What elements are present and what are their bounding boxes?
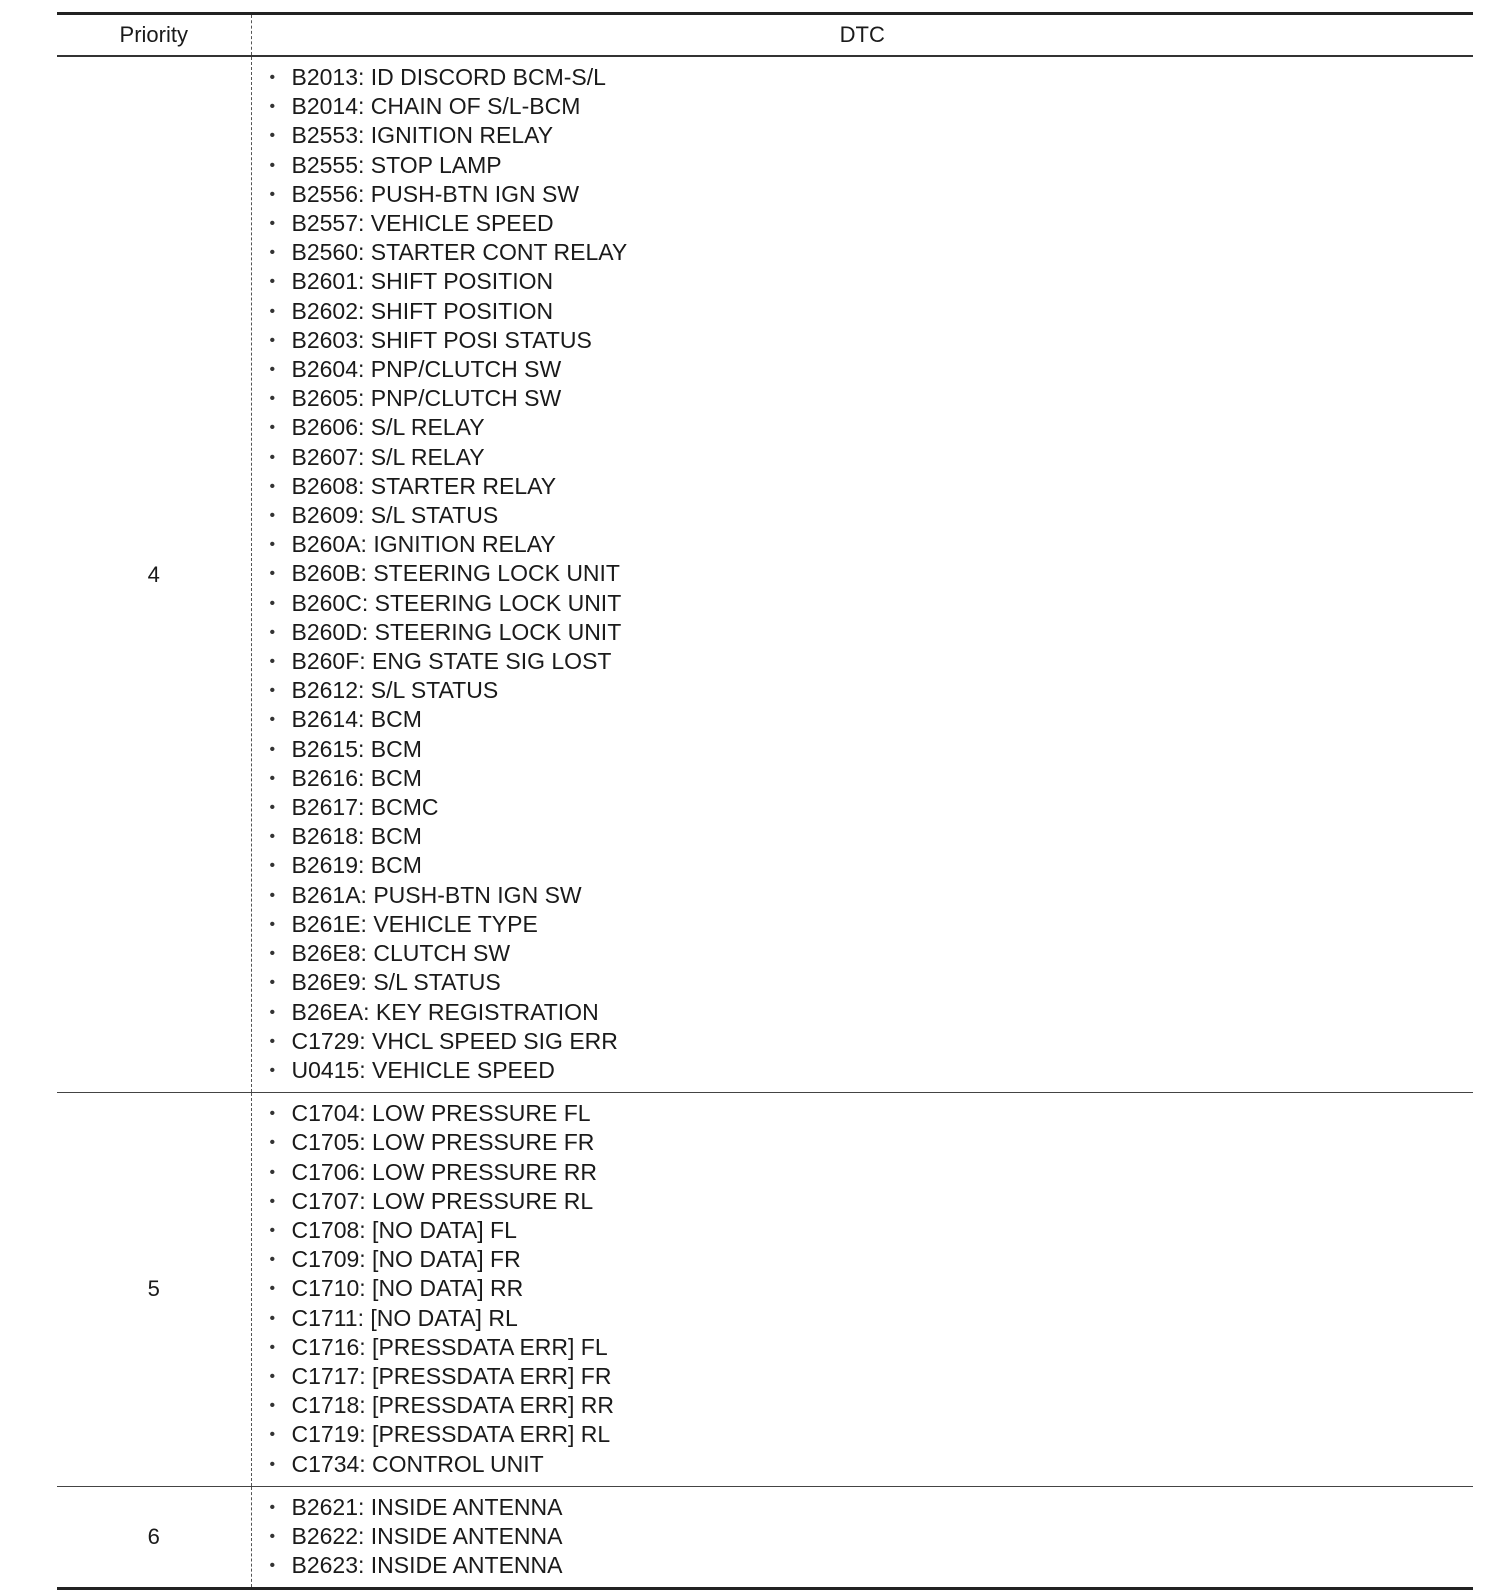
dtc-list-item: • C1729: VHCL SPEED SIG ERR	[270, 1027, 1474, 1056]
dtc-list-item: • B261A: PUSH-BTN IGN SW	[270, 881, 1474, 910]
dtc-list-item: • B2618: BCM	[270, 822, 1474, 851]
dtc-list-item: • B260F: ENG STATE SIG LOST	[270, 647, 1474, 676]
dtc-list	[252, 1093, 1474, 1486]
dtc-list-item: • B2617: BCMC	[270, 793, 1474, 822]
dtc-list-item: • B2560: STARTER CONT RELAY	[270, 238, 1474, 267]
dtc-list-item: • B261E: VEHICLE TYPE	[270, 910, 1474, 939]
dtc-list-item: • B2616: BCM	[270, 764, 1474, 793]
dtc-list-item: • C1711: [NO DATA] RL	[270, 1304, 1474, 1333]
dtc-list-item: • B2601: SHIFT POSITION	[270, 267, 1474, 296]
dtc-list-item: • B26EA: KEY REGISTRATION	[270, 998, 1474, 1027]
dtc-list-item: • B2614: BCM	[270, 705, 1474, 734]
dtc-list-item: • B260B: STEERING LOCK UNIT	[270, 559, 1474, 588]
dtc-list-item: • B2608: STARTER RELAY	[270, 472, 1474, 501]
dtc-list-item: • B260A: IGNITION RELAY	[270, 530, 1474, 559]
dtc-list-item: • B2605: PNP/CLUTCH SW	[270, 384, 1474, 413]
dtc-list-item: • B2555: STOP LAMP	[270, 151, 1474, 180]
dtc-list-item: • C1717: [PRESSDATA ERR] FR	[270, 1362, 1474, 1391]
dtc-list-item: • C1710: [NO DATA] RR	[270, 1274, 1474, 1303]
dtc-list-item: • C1718: [PRESSDATA ERR] RR	[270, 1391, 1474, 1420]
priority-cell: 6	[57, 1486, 251, 1589]
dtc-list-item: • B2621: INSIDE ANTENNA	[270, 1493, 1474, 1522]
table-row	[57, 56, 1473, 1093]
dtc-list-item: • B2619: BCM	[270, 851, 1474, 880]
dtc-list-item: • B2014: CHAIN OF S/L-BCM	[270, 92, 1474, 121]
dtc-list-item: • C1706: LOW PRESSURE RR	[270, 1158, 1474, 1187]
dtc-list-item: • B2623: INSIDE ANTENNA	[270, 1551, 1474, 1580]
dtc-list-item: • C1707: LOW PRESSURE RL	[270, 1187, 1474, 1216]
dtc-list-item: • B2604: PNP/CLUTCH SW	[270, 355, 1474, 384]
header-row	[57, 14, 1473, 57]
dtc-priority-table	[57, 12, 1473, 1590]
dtc-list-item: • B2615: BCM	[270, 735, 1474, 764]
table-row	[57, 1093, 1473, 1487]
dtc-column-header: DTC	[251, 14, 1473, 57]
dtc-cell	[251, 1486, 1473, 1589]
table-body	[57, 56, 1473, 1589]
dtc-list	[252, 1487, 1474, 1588]
dtc-list-item: • B2013: ID DISCORD BCM-S/L	[270, 63, 1474, 92]
dtc-list-item: • C1705: LOW PRESSURE FR	[270, 1128, 1474, 1157]
dtc-list-item: • B2602: SHIFT POSITION	[270, 297, 1474, 326]
dtc-list-item: • C1709: [NO DATA] FR	[270, 1245, 1474, 1274]
dtc-list-item: • C1734: CONTROL UNIT	[270, 1450, 1474, 1479]
dtc-list-item: • B2606: S/L RELAY	[270, 413, 1474, 442]
dtc-list-item: • U0415: VEHICLE SPEED	[270, 1056, 1474, 1085]
dtc-cell	[251, 56, 1473, 1093]
dtc-list	[252, 57, 1474, 1092]
dtc-list-item: • B26E9: S/L STATUS	[270, 968, 1474, 997]
dtc-list-item: • C1716: [PRESSDATA ERR] FL	[270, 1333, 1474, 1362]
dtc-cell	[251, 1093, 1473, 1487]
dtc-list-item: • B2609: S/L STATUS	[270, 501, 1474, 530]
priority-column-header: Priority	[57, 14, 251, 57]
dtc-list-item: • B2553: IGNITION RELAY	[270, 121, 1474, 150]
dtc-list-item: • B260D: STEERING LOCK UNIT	[270, 618, 1474, 647]
priority-cell: 4	[57, 56, 251, 1093]
dtc-list-item: • C1719: [PRESSDATA ERR] RL	[270, 1420, 1474, 1449]
dtc-list-item: • B2603: SHIFT POSI STATUS	[270, 326, 1474, 355]
table-row	[57, 1486, 1473, 1589]
dtc-list-item: • B260C: STEERING LOCK UNIT	[270, 589, 1474, 618]
dtc-list-item: • C1704: LOW PRESSURE FL	[270, 1099, 1474, 1128]
dtc-list-item: • B2612: S/L STATUS	[270, 676, 1474, 705]
dtc-list-item: • B2607: S/L RELAY	[270, 443, 1474, 472]
dtc-list-item: • B2557: VEHICLE SPEED	[270, 209, 1474, 238]
dtc-list-item: • B2622: INSIDE ANTENNA	[270, 1522, 1474, 1551]
priority-cell: 5	[57, 1093, 251, 1487]
table-header	[57, 14, 1473, 57]
dtc-list-item: • B26E8: CLUTCH SW	[270, 939, 1474, 968]
dtc-list-item: • B2556: PUSH-BTN IGN SW	[270, 180, 1474, 209]
dtc-list-item: • C1708: [NO DATA] FL	[270, 1216, 1474, 1245]
